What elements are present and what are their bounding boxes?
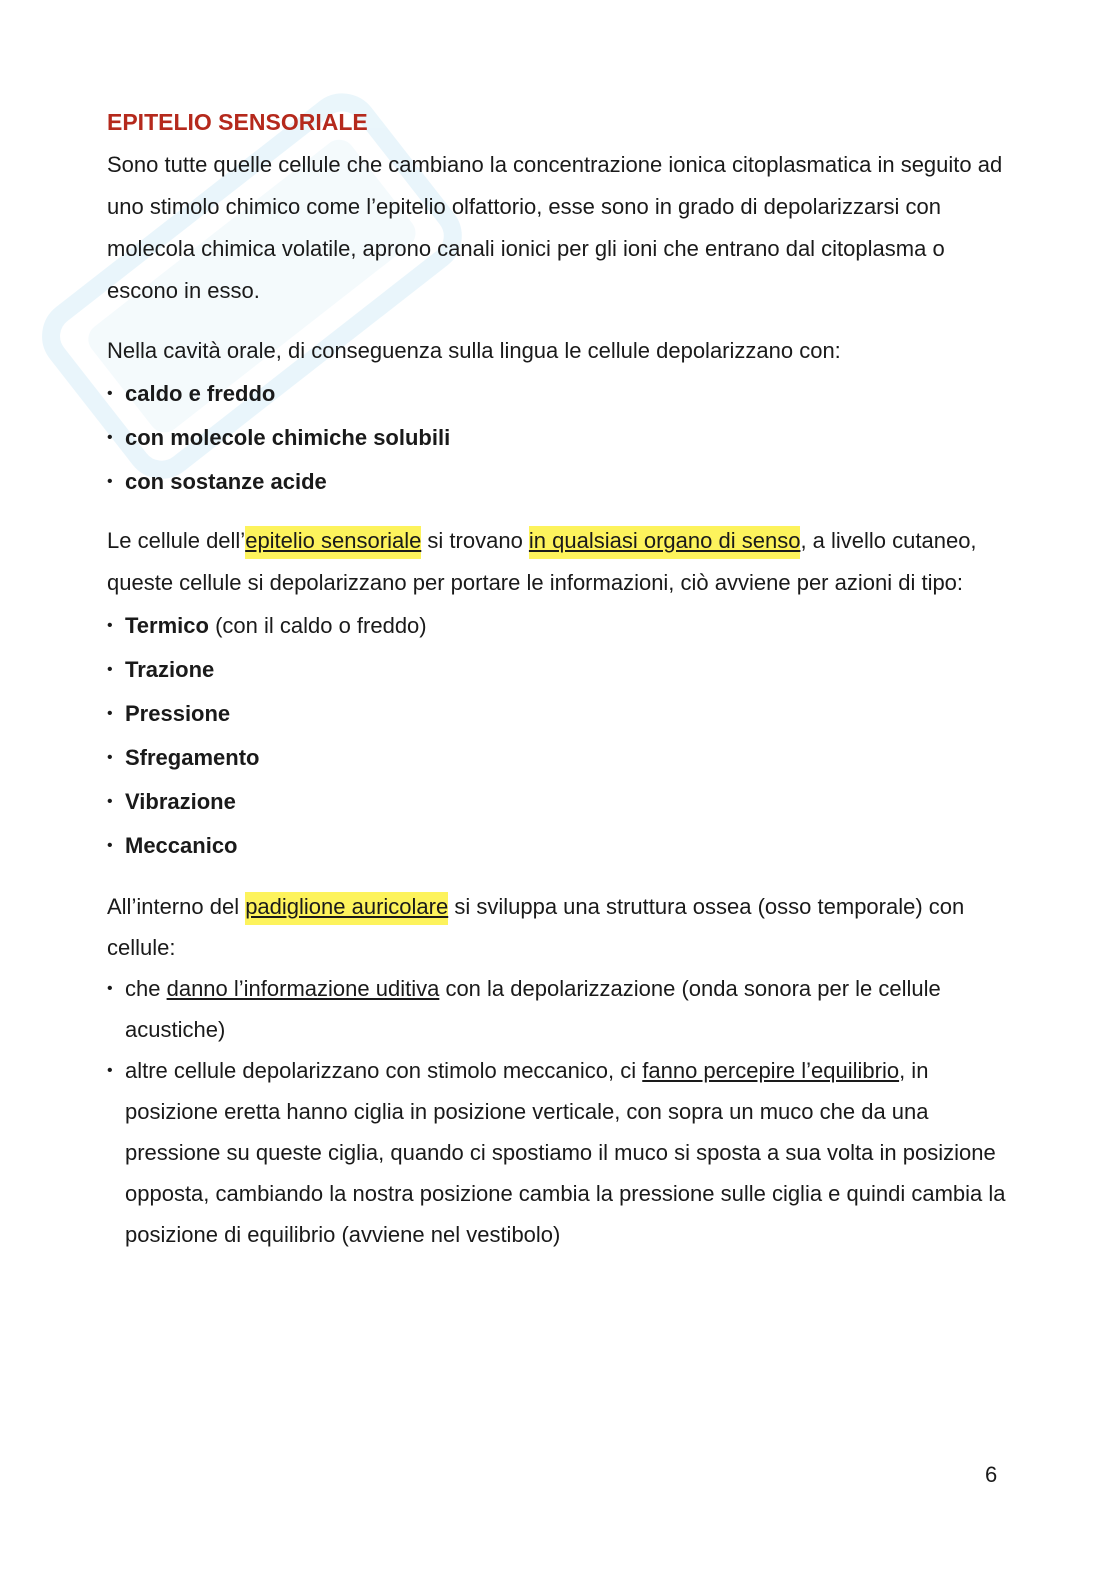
document-page xyxy=(107,104,1007,1255)
highlight-epitelio-sensoriale: epitelio sensoriale xyxy=(245,526,421,559)
highlight-padiglione-auricolare: padiglione auricolare xyxy=(245,892,448,925)
paragraph-intro: Sono tutte quelle cellule che cambiano la concentrazione ionica citoplasmatica in seguito ad uno stimolo chimico come l’epitelio olfattorio, esse sono in grado di depolarizzarsi con molecola chimica volatile, aprono canali ionici per gli ioni che entrano dal citoplasma o escono in esso. xyxy=(107,152,1003,303)
list-item: • Termico (con il caldo o freddo) xyxy=(107,604,1007,648)
list-item: • Vibrazione xyxy=(107,780,1007,824)
ear-cells-list xyxy=(107,968,1007,1255)
list-item: • Trazione xyxy=(107,648,1007,692)
list-item: • Pressione xyxy=(107,692,1007,736)
paragraph-ear: All’interno del padiglione auricolare si sviluppa una struttura ossea (osso temporale) con cellule: xyxy=(107,894,965,960)
list-item: • che danno l’informazione uditiva con la depolarizzazione (onda sonora per le cellule acustiche) xyxy=(107,968,1007,1050)
list-item: • Meccanico xyxy=(107,824,1007,868)
section-heading: EPITELIO SENSORIALE xyxy=(107,109,368,135)
list-item: • altre cellule depolarizzano con stimolo meccanico, ci fanno percepire l’equilibrio, in posizione eretta hanno ciglia in posizione verticale, con sopra un muco che da una pressione su queste ciglia, quando ci spostiamo il muco si sposta a sua volta in posizione opposta, cambiando la nostra posizione cambia la pressione sulle ciglia e quindi cambia la posizione di equilibrio (avviene nel vestibolo) xyxy=(107,1050,1007,1255)
action-types-list xyxy=(107,604,1007,868)
page-number: 6 xyxy=(985,1462,998,1487)
list-item: • Sfregamento xyxy=(107,736,1007,780)
list-item: • caldo e freddo xyxy=(107,372,1007,416)
paragraph-sensory-epithelium: Le cellule dell’epitelio sensoriale si trovano in qualsiasi organo di senso, a livello cutaneo, queste cellule si depolarizzano per portare le informazioni, ciò avviene per azioni di tipo: xyxy=(107,528,977,595)
paragraph-oral-cavity: Nella cavità orale, di conseguenza sulla lingua le cellule depolarizzano con: xyxy=(107,338,841,363)
oral-stimuli-list xyxy=(107,372,1007,504)
list-item: • con molecole chimiche solubili xyxy=(107,416,1007,460)
list-item: • con sostanze acide xyxy=(107,460,1007,504)
highlight-organo-di-senso: in qualsiasi organo di senso xyxy=(529,526,801,559)
